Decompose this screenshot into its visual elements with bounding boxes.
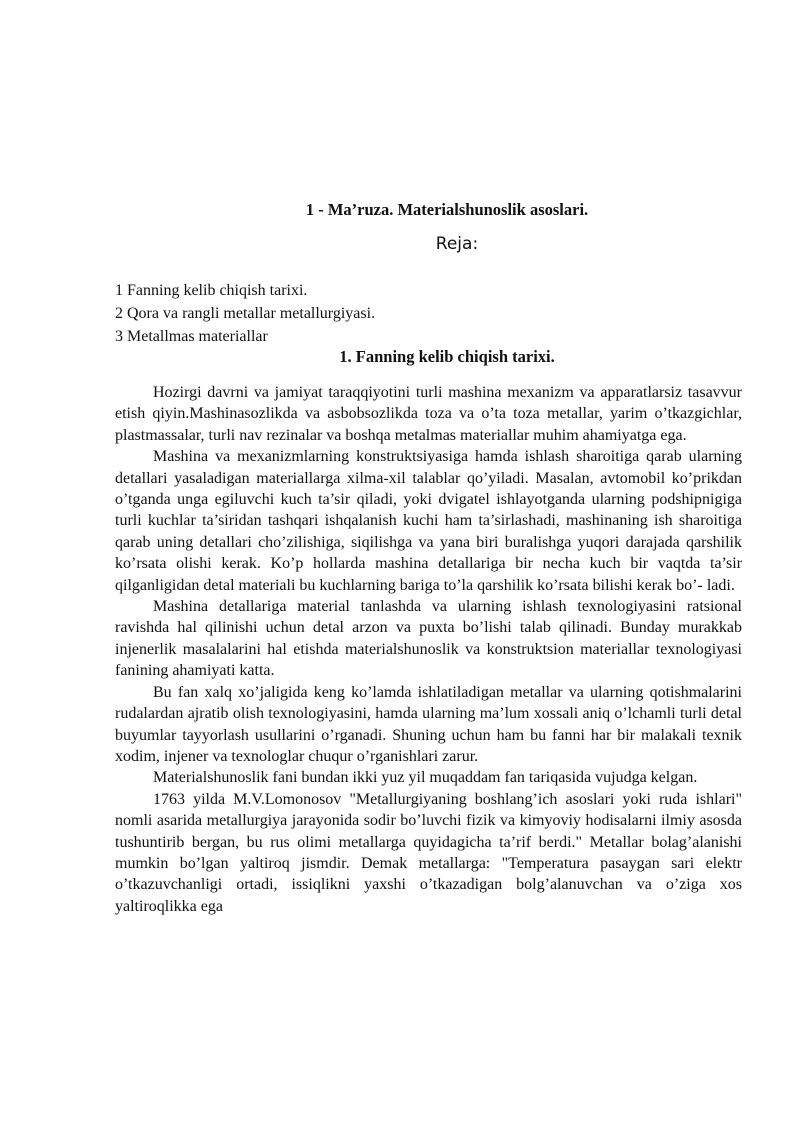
paragraph: Bu fan xalq xo’jaligida keng ko’lamda ishlatiladigan metallar va ularning qotishmalarini rudalardan ajratib olish texnologiyasini, hamda ularning ma’lum xossali aniq o’lchamli turli detal buyumlar tayyorlash usullarini o’rganadi. Shuning uchun ham bu fanni har bir malakali texnik xodim, injener va texnologlar chuqur o’rganishlari zarur. bbox=[115, 683, 742, 765]
section-heading: 1. Fanning kelib chiqish tarixi. bbox=[339, 347, 555, 366]
plan-item: 3 Metallmas materiallar bbox=[115, 328, 268, 345]
paragraph: 1763 yilda M.V.Lomonosov "Metallurgiyaning boshlang’ich asoslari yoki ruda ishlari" nomli asarida metallurgiya jarayonida sodir bo’luvchi fizik va kimyoviy hodisalarni ilmiy asosda tushuntirib bergan, bu rus olimi metallarga quyidagicha ta’rif berdi." Metallar bolag’alanishi mumkin bo’lgan yaltiroq jismdir. Demak metallarga: "Temperatura pasaygan sari elektr o’tkazuvchanligi ortadi, issiqlikni yaxshi o’tkazadigan bolg’alanuvchan va o’ziga xos yaltiroqlikka ega bbox=[115, 790, 742, 915]
lecture-title: 1 - Ma’ruza. Materialshunoslik asoslari. bbox=[305, 200, 589, 219]
plan-item: 1 Fanning kelib chiqish tarixi. bbox=[115, 282, 308, 299]
paragraph: Materialshunoslik fani bundan ikki yuz yil muqaddam fan tariqasida vujudga kelgan. bbox=[153, 769, 698, 787]
plan-item: 2 Qora va rangli metallar metallurgiyasi. bbox=[115, 305, 376, 322]
plan-list bbox=[115, 279, 715, 348]
paragraph: Mashina detallariga material tanlashda va ularning ishlash texnologiyasini ratsional ravishda hal qilinishi uchun detal arzon va puxta bo’lishi talab qilinadi. Bunday murakkab injenerlik masalalarini hal etishda materialshunoslik va konstruktsion materiallar texnologiyasi fanining ahamiyati katta. bbox=[115, 598, 742, 680]
paragraph: Mashina va mexanizmlarning konstruktsiyasiga hamda ishlash sharoitiga qarab ularning detallari yasaladigan materiallarga xilma-xil talablar qo’yiladi. Masalan, avtomobil ko’prikdan o’tganda unga egiluvchi kuch ta’sir qiladi, yoki dvigatel ishlayotganda ularning podshipnigiga turli kuchlar ta’siridan tashqari ishqalanish kuchi ham ta’sirlashadi, mashinaning ish sharoitiga qarab uning detallari cho’zilishiga, siqilishga va yana biri buralishga yuqori darajada qarshilik ko’rsata olishi kerak. Ko’p hollarda mashina detallariga bir necha kuch bir vaqtda ta’sir qilganligidan detal materiali bu kuchlarning bariga to’la qarshilik ko’rsata bilishi kerak bo’- ladi. bbox=[115, 448, 742, 594]
body-text bbox=[115, 382, 742, 917]
paragraph: Hozirgi davrni va jamiyat taraqqiyotini turli mashina mexanizm va apparatlarsiz tasavvur etish qiyin.Mashinasozlikda va asbobsozlikda toza va o’ta toza metallar, yarim o’tkazgichlar, plastmassalar, turli nav rezinalar va boshqa metalmas materiallar muhim ahamiyatga ega. bbox=[115, 384, 742, 444]
plan-heading: Reja: bbox=[435, 234, 479, 254]
